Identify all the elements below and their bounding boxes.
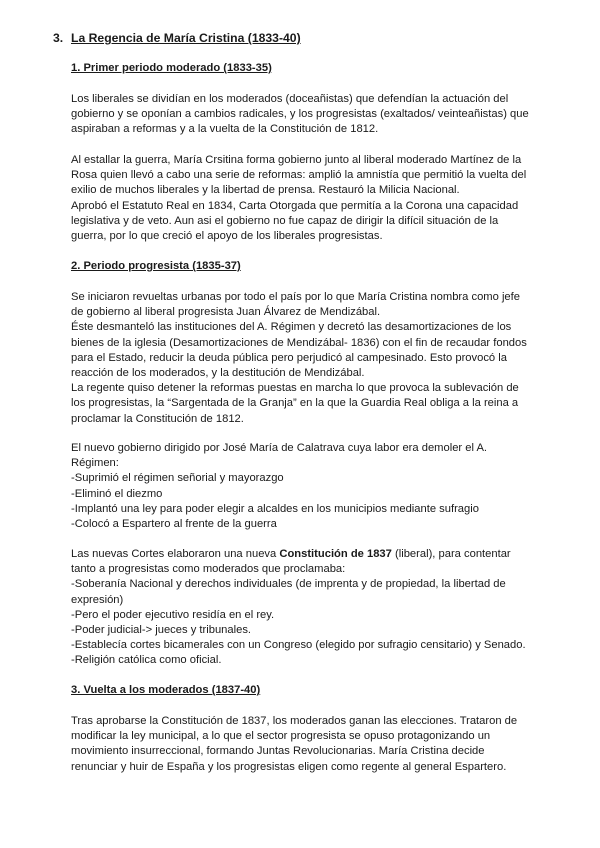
- paragraph: [71, 153, 563, 244]
- text-line: renunciar y huir de España y los progresistas eligen como regente al general Espartero.: [71, 760, 507, 773]
- section-heading-3: 3. Vuelta a los moderados (1837-40): [71, 684, 261, 696]
- text-line: [71, 547, 563, 562]
- text-line: proclamar la Constitución de 1812.: [71, 412, 244, 425]
- text-line: movimiento insurreccional, formando Juntas Revolucionarias. María Cristina decide: [71, 745, 485, 758]
- text-line: Al estallar la guerra, María Crsitina forma gobierno junto al liberal moderado Martínez de la: [71, 154, 522, 166]
- text-line: bienes de la iglesia (Desamortizaciones de Mendizábal- 1836) con el fin de recaudar fondos: [71, 336, 527, 349]
- title-text: La Regencia de María Cristina (1833-40): [71, 31, 301, 45]
- section-heading-2: 2. Periodo progresista (1835-37): [71, 260, 241, 272]
- list-item: -Establecía cortes bicamerales con un Congreso (elegido por sufragio censitario) y Senado.: [71, 639, 526, 652]
- paragraph: [71, 441, 563, 532]
- text-line: reacción de los moderados, y la destitución de Mendizábal.: [71, 367, 365, 380]
- text-line: expresión): [71, 593, 124, 606]
- list-item: -Implantó una ley para poder elegir a alcaldes en los municipios mediante sufragio: [71, 502, 479, 515]
- text-line: Éste desmanteló las instituciones del A. Régimen y decretó las desamortizaciones de los: [71, 321, 512, 334]
- text-line: los progresistas, la “Sargentada de la Granja” en la que la Guardia Real obliga a la reina a: [71, 397, 519, 410]
- text-line: tanto a progresistas como moderados que proclamaba:: [71, 563, 346, 576]
- text-line: Aprobó el Estatuto Real en 1834, Carta Otorgada que permitía a la Corona una capacidad: [71, 199, 519, 212]
- paragraph: [71, 547, 563, 669]
- list-item: -Soberanía Nacional y derechos individuales (de imprenta y de propiedad, la libertad de: [71, 578, 506, 591]
- text-fragment: (liberal), para contentar: [391, 548, 511, 560]
- text-line: El nuevo gobierno dirigido por José María de Calatrava cuya labor era demoler el A.: [71, 442, 488, 454]
- text-line: aspiraban a reformas y a la vuelta de la Constitución de 1812.: [71, 123, 379, 136]
- text-line: Régimen:: [71, 457, 119, 470]
- list-item: -Colocó a Espartero al frente de la guerra: [71, 518, 277, 531]
- text-line: Rosa quien llevó a cabo una serie de reformas: amplió la amnistía que permitió la vuelta del: [71, 169, 527, 182]
- text-line: La regente quiso detener la reformas puestas en marcha lo que provoca la sublevación de: [71, 382, 519, 395]
- text-line: modificar la ley municipal, a lo que el sector progresista se opuso protagonizando un: [71, 730, 491, 743]
- text-line: Los liberales se dividían en los moderados (doceañistas) que defendían la actuación del: [71, 93, 509, 105]
- title-number: 3.: [53, 31, 64, 45]
- section-heading-1: 1. Primer periodo moderado (1833-35): [71, 62, 272, 74]
- text-line: Tras aprobarse la Constitución de 1837, los moderados ganan las elecciones. Trataron de: [71, 715, 518, 727]
- text-line: para el Estado, reducir la deuda pública pero perjudicó al campesinado. Esto provocó la: [71, 351, 507, 364]
- paragraph: [71, 290, 563, 427]
- list-item: -Suprimió el régimen señorial y mayorazgo: [71, 472, 284, 485]
- text-line: de gobierno al liberal progresista Juan Álvarez de Mendizábal.: [71, 306, 381, 319]
- text-line: legislativa y de veto. Aun asi el gobierno no fue capaz de dirigir la difícil situación de la: [71, 214, 499, 227]
- paragraph: [71, 92, 563, 138]
- text-line: exilio de muchos liberales y la libertad de prensa. Restauró la Milicia Nacional.: [71, 184, 460, 197]
- list-item: -Eliminó el diezmo: [71, 487, 163, 500]
- text-line: gobierno y se oponían a cambios radicales, y los progresistas (exaltados/ veinteañistas) que: [71, 108, 529, 121]
- constitution-1837-bold: Constitución de 1837: [279, 548, 392, 560]
- list-item: -Poder judicial-> jueces y tribunales.: [71, 624, 252, 637]
- text-line: Se iniciaron revueltas urbanas por todo el país por lo que María Cristina nombra como jefe: [71, 291, 520, 303]
- document-title: [53, 31, 301, 45]
- paragraph: [71, 714, 563, 775]
- list-item: -Pero el poder ejecutivo residía en el rey.: [71, 608, 275, 621]
- list-item: -Religión católica como oficial.: [71, 654, 222, 667]
- text-line: guerra, por lo que creció el apoyo de los liberales progresistas.: [71, 230, 383, 243]
- text-fragment: Las nuevas Cortes elaboraron una nueva: [71, 548, 280, 560]
